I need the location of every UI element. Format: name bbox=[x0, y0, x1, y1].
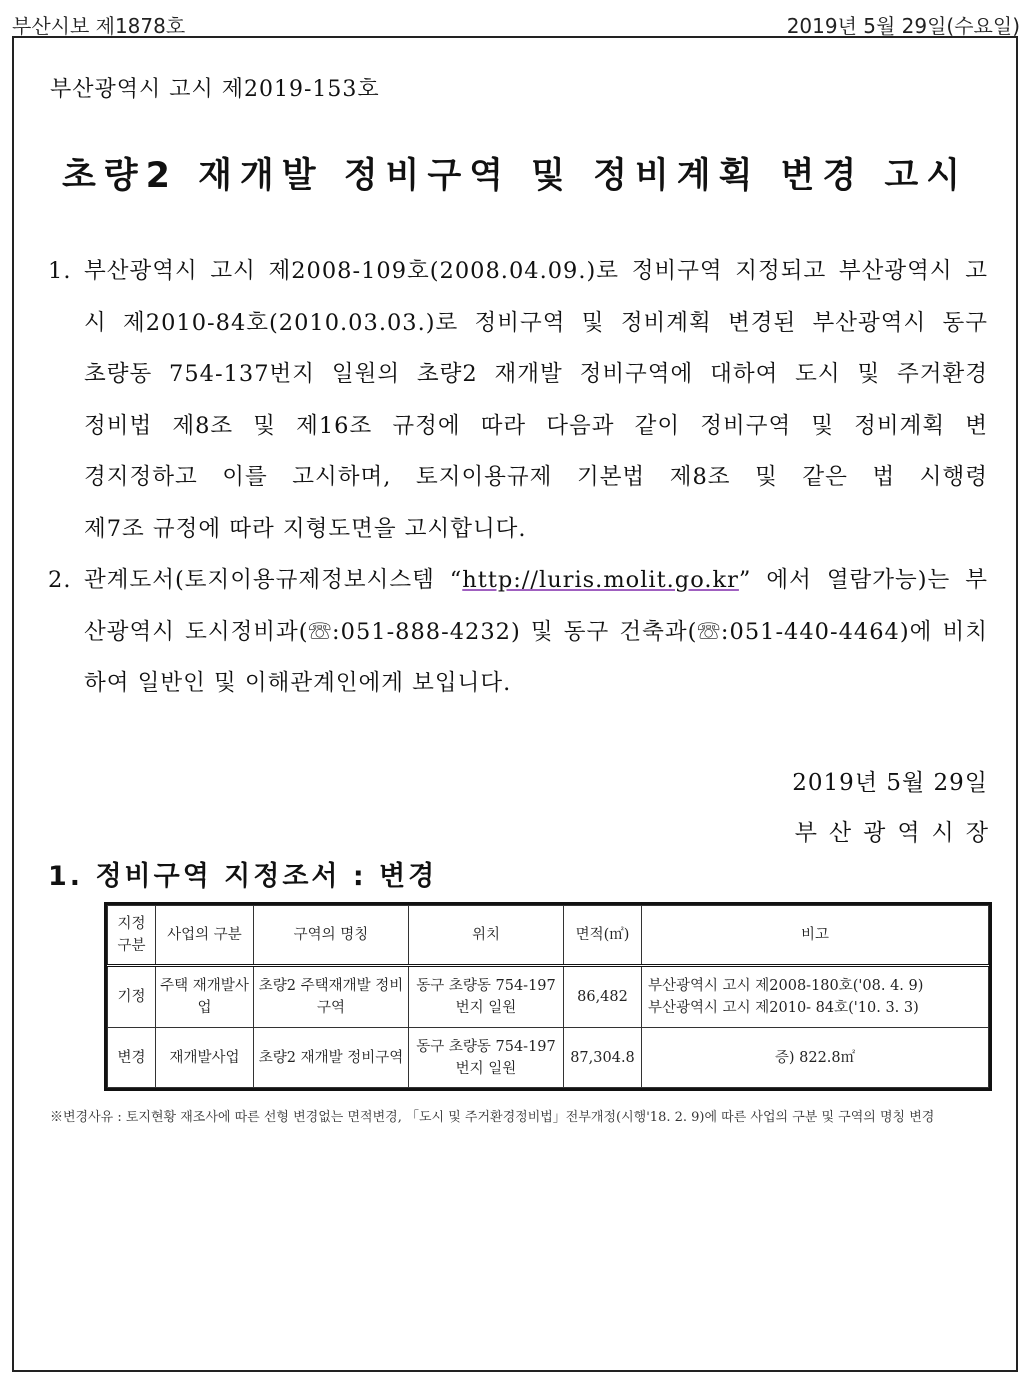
col-header-zone: 구역의 명칭 bbox=[254, 906, 409, 966]
cell-type: 변경 bbox=[108, 1028, 156, 1088]
cell-area: 86,482 bbox=[564, 966, 642, 1028]
gazette-header bbox=[12, 6, 1020, 36]
cell-business: 주택 재개발사업 bbox=[156, 966, 254, 1028]
col-header-location: 위치 bbox=[409, 906, 564, 966]
table-row bbox=[108, 966, 989, 1028]
remark-line: 증) 822.8㎡ bbox=[774, 1049, 856, 1066]
table-row bbox=[108, 1028, 989, 1088]
paragraph-line: 초량동 754-137번지 일원의 초량2 재개발 정비구역에 대하여 도시 및 주거환경 bbox=[84, 361, 988, 387]
notice-frame bbox=[12, 36, 1018, 1372]
paragraph-number: 1. bbox=[48, 258, 72, 284]
paragraph-1 bbox=[48, 246, 988, 555]
paragraph-line: 시 제2010-84호(2010.03.03.)로 정비구역 및 정비계획 변경된 부산광역시 동구 bbox=[84, 309, 988, 336]
signature-date: 2019년 5월 29일 bbox=[792, 770, 988, 796]
paragraph-line: 제7조 규정에 따라 지형도면을 고시합니다. bbox=[84, 515, 527, 542]
cell-business: 재개발사업 bbox=[156, 1028, 254, 1088]
cell-remarks bbox=[642, 966, 989, 1028]
publication-date: 2019년 5월 29일(수요일) bbox=[786, 14, 1020, 38]
paragraph-line-start: 관계도서(토지이용규제정보시스템 “ bbox=[84, 567, 463, 593]
paragraph-number: 2. bbox=[48, 567, 72, 593]
cell-location: 동구 초량동 754-197번지 일원 bbox=[409, 966, 564, 1028]
paragraph-2 bbox=[48, 555, 988, 710]
notice-title: 초량2 재개발 정비구역 및 정비계획 변경 고시 bbox=[61, 156, 969, 196]
cell-zone: 초량2 재개발 정비구역 bbox=[254, 1028, 409, 1088]
table-header-row bbox=[108, 906, 989, 966]
col-header-area: 면적(㎡) bbox=[564, 906, 642, 966]
designation-table bbox=[104, 902, 992, 1091]
paragraph-line: 산광역시 도시정비과(☏:051-888-4232) 및 동구 건축과(☏:051-440-4464)에 비치 bbox=[84, 618, 988, 645]
col-header-type: 지정 구분 bbox=[108, 906, 156, 966]
paragraph-line: 하여 일반인 및 이해관계인에게 보입니다. bbox=[84, 670, 512, 696]
paragraph-line: 부산광역시 고시 제2008-109호(2008.04.09.)로 정비구역 지정되고 부산광역시 고 bbox=[84, 258, 988, 284]
signature-name: 부산광역시장 bbox=[794, 820, 1000, 846]
paragraph-line-end: ” 에서 열람가능)는 부 bbox=[738, 567, 988, 593]
change-reason-note: ※변경사유 : 토지현황 재조사에 따른 선형 변경없는 면적변경, 「도시 및 주거환경정비법」전부개정(시행'18. 2. 9)에 따른 사업의 구분 및 구역의 명칭 변경 bbox=[50, 1110, 935, 1125]
cell-remarks bbox=[642, 1028, 989, 1088]
remark-line: 부산광역시 고시 제2010- 84호('10. 3. 3) bbox=[648, 1000, 919, 1016]
notice-number: 부산광역시 고시 제2019-153호 bbox=[50, 77, 380, 102]
notice-body bbox=[48, 246, 988, 710]
cell-location: 동구 초량동 754-197번지 일원 bbox=[409, 1028, 564, 1088]
cell-type: 기정 bbox=[108, 966, 156, 1028]
section-heading: 1. 정비구역 지정조서 : 변경 bbox=[48, 861, 438, 892]
signature-block bbox=[792, 758, 1000, 858]
cell-zone: 초량2 주택재개발 정비구역 bbox=[254, 966, 409, 1028]
luris-link[interactable]: http://luris.molit.go.kr bbox=[462, 567, 739, 593]
paragraph-line: 경지정하고 이를 고시하며, 토지이용규제 기본법 제8조 및 같은 법 시행령 bbox=[84, 464, 988, 490]
col-header-remarks: 비고 bbox=[642, 906, 989, 966]
paragraph-line: 정비법 제8조 및 제16조 규정에 따라 다음과 같이 정비구역 및 정비계획 변 bbox=[84, 412, 988, 439]
cell-area: 87,304.8 bbox=[564, 1028, 642, 1088]
col-header-business: 사업의 구분 bbox=[156, 906, 254, 966]
remark-line: 부산광역시 고시 제2008-180호('08. 4. 9) bbox=[648, 978, 924, 994]
publication-number: 부산시보 제1878호 bbox=[12, 14, 186, 38]
